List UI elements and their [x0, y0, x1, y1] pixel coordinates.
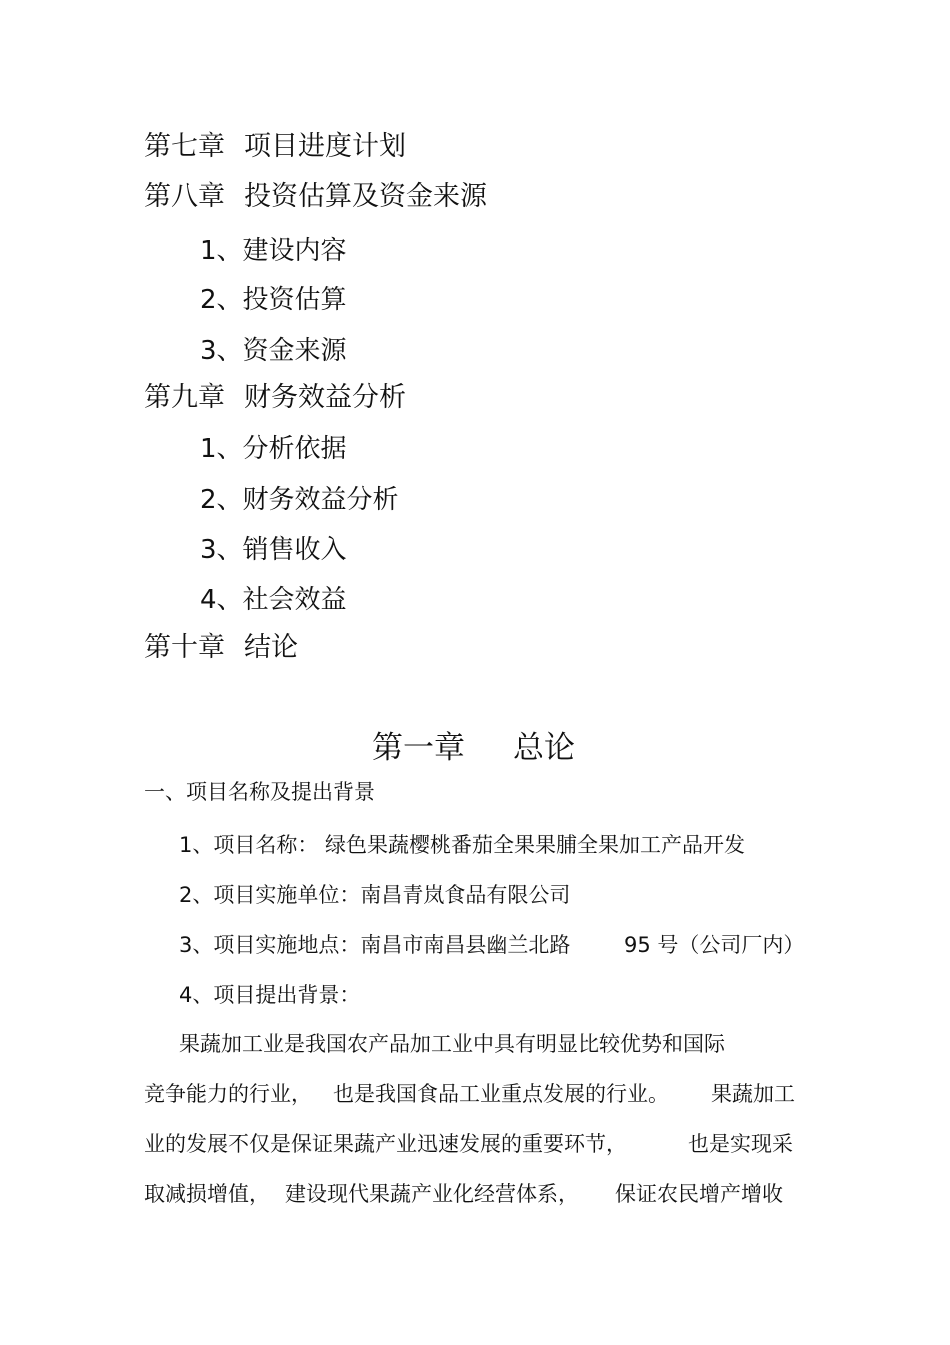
chapter-heading-number: 第一章 [372, 730, 465, 766]
paragraph-line: 果蔬加工 [711, 1082, 795, 1106]
toc-item: 2、财务效益分析 [200, 485, 399, 515]
paragraph-line: 保证农民增产增收 [615, 1182, 783, 1206]
paragraph-line: 竞争能力的行业， [144, 1082, 312, 1106]
paragraph-line: 果蔬加工业是我国农产品加工业中具有明显比较优势和国际 [179, 1032, 725, 1056]
chapter-title: 投资估算及资金来源 [244, 181, 487, 212]
toc-item: 3、资金来源 [200, 336, 347, 366]
project-name-item: 1、项目名称： 绿色果蔬樱桃番茄全果果脯全果加工产品开发 [179, 833, 746, 857]
paragraph-line: 建设现代果蔬产业化经营体系， [285, 1182, 579, 1206]
project-unit-item: 2、项目实施单位：南昌青岚食品有限公司 [179, 883, 571, 907]
chapter-title: 财务效益分析 [244, 382, 406, 413]
toc-item: 4、社会效益 [200, 585, 347, 615]
chapter-heading [372, 722, 575, 767]
toc-item: 2、投资估算 [200, 285, 347, 315]
chapter-number: 第八章 [144, 181, 225, 212]
toc-chapter-9 [144, 375, 406, 414]
toc-item: 3、销售收入 [200, 535, 347, 565]
chapter-heading-title: 总论 [513, 730, 575, 766]
paragraph-line: 也是实现采 [688, 1132, 793, 1156]
chapter-number: 第九章 [144, 382, 225, 413]
chapter-title: 项目进度计划 [244, 131, 406, 162]
toc-chapter-7 [144, 124, 406, 163]
chapter-number: 第七章 [144, 131, 225, 162]
section-heading: 一、项目名称及提出背景 [144, 780, 375, 804]
toc-chapter-10 [144, 625, 298, 664]
paragraph-line: 取减损增值， [144, 1182, 270, 1206]
project-background-item: 4、项目提出背景： [179, 983, 361, 1007]
toc-chapter-8 [144, 174, 487, 213]
project-location-item: 3、项目实施地点：南昌市南昌县幽兰北路 [179, 933, 571, 957]
chapter-number: 第十章 [144, 632, 225, 663]
project-location-detail: 95 号（公司厂内） [624, 933, 805, 957]
toc-item: 1、分析依据 [200, 434, 347, 464]
paragraph-line: 业的发展不仅是保证果蔬产业迅速发展的重要环节， [144, 1132, 627, 1156]
paragraph-line: 也是我国食品工业重点发展的行业。 [333, 1082, 669, 1106]
toc-item: 1、建设内容 [200, 236, 347, 266]
chapter-title: 结论 [244, 632, 298, 663]
